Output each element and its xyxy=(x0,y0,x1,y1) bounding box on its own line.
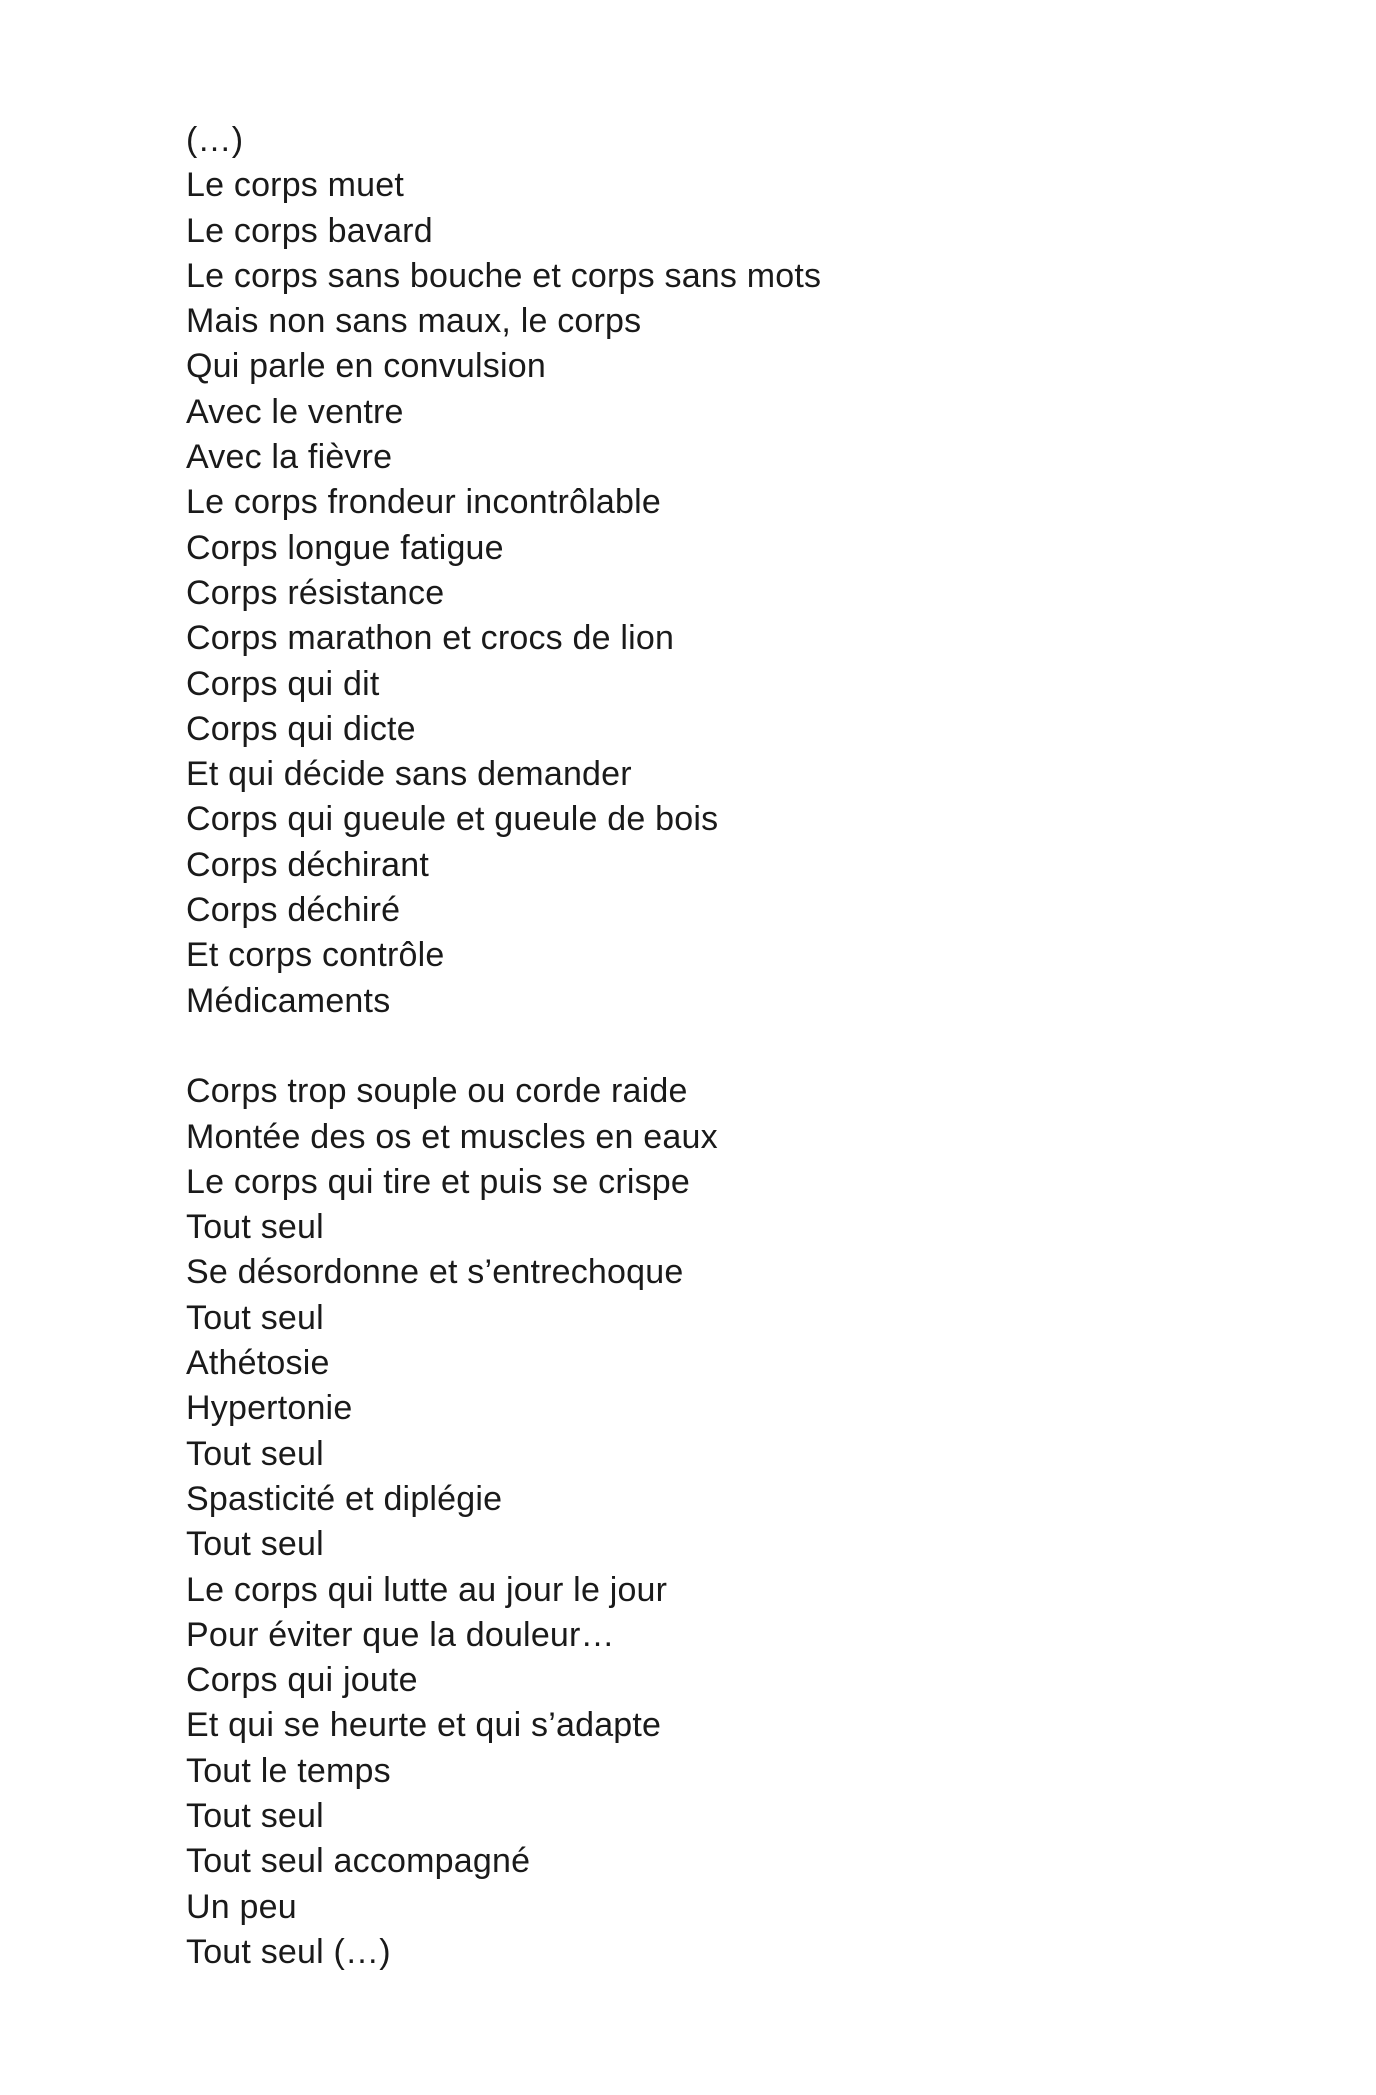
poem-text xyxy=(186,118,1186,1975)
poem-line: Corps qui dit xyxy=(186,664,380,703)
poem-line: Tout seul xyxy=(186,1434,324,1473)
poem-line: Corps longue fatigue xyxy=(186,528,504,567)
poem-line: Et qui décide sans demander xyxy=(186,755,632,794)
poem-line: Corps résistance xyxy=(186,573,445,612)
poem-line: Corps qui joute xyxy=(186,1661,418,1700)
poem-line: Tout seul xyxy=(186,1298,324,1337)
poem-line: Tout seul xyxy=(186,1796,324,1835)
stanza-2 xyxy=(186,1069,1186,1975)
poem-line: Le corps qui lutte au jour le jour xyxy=(186,1570,668,1609)
poem-line: Le corps frondeur incontrôlable xyxy=(186,483,661,522)
poem-line: Un peu xyxy=(186,1887,297,1926)
poem-line: Corps déchirant xyxy=(186,845,430,884)
poem-line: Le corps sans bouche et corps sans mots xyxy=(186,256,822,295)
poem-line: Corps trop souple ou corde raide xyxy=(186,1072,688,1111)
stanza-1 xyxy=(186,118,1186,1024)
poem-line: Se désordonne et s’entrechoque xyxy=(186,1253,684,1292)
poem-line: Médicaments xyxy=(186,981,391,1020)
poem-line: Mais non sans maux, le corps xyxy=(186,302,642,341)
poem-line: Tout seul (…) xyxy=(186,1932,391,1971)
poem-line: Athétosie xyxy=(186,1344,330,1383)
poem-line: Tout le temps xyxy=(186,1751,391,1790)
poem-line: Le corps muet xyxy=(186,166,405,205)
poem-line: Tout seul xyxy=(186,1525,324,1564)
poem-line: Et qui se heurte et qui s’adapte xyxy=(186,1706,662,1745)
poem-line: Et corps contrôle xyxy=(186,936,445,975)
poem-line: Le corps bavard xyxy=(186,211,433,250)
poem-line: (…) xyxy=(186,121,244,159)
poem-line: Corps qui dicte xyxy=(186,709,416,748)
poem-line: Corps marathon et crocs de lion xyxy=(186,619,675,658)
poem-line: Avec la fièvre xyxy=(186,438,393,477)
poem-line: Qui parle en convulsion xyxy=(186,347,546,386)
poem-line: Pour éviter que la douleur… xyxy=(186,1615,615,1654)
poem-line: Montée des os et muscles en eaux xyxy=(186,1117,718,1156)
poem-line: Tout seul xyxy=(186,1208,324,1247)
poem-line: Hypertonie xyxy=(186,1389,353,1428)
poem-line: Tout seul accompagné xyxy=(186,1842,531,1881)
poem-line: Le corps qui tire et puis se crispe xyxy=(186,1162,691,1201)
poem-line: Avec le ventre xyxy=(186,392,404,431)
poem-line: Corps déchiré xyxy=(186,891,401,930)
poem-line: Spasticité et diplégie xyxy=(186,1479,503,1518)
poem-line: Corps qui gueule et gueule de bois xyxy=(186,800,719,839)
